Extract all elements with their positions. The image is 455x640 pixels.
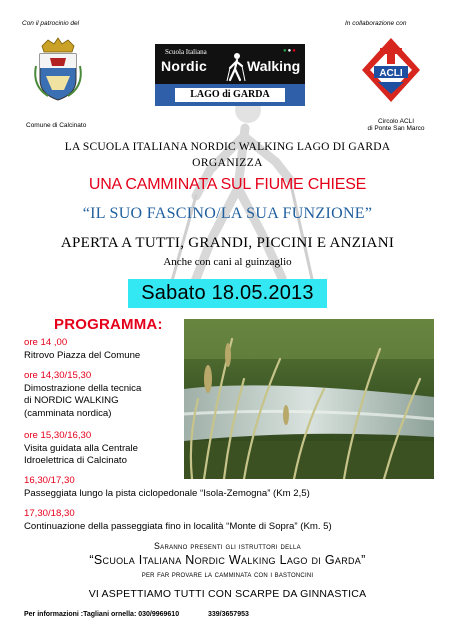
- collaboration-label: In collaborazione con: [345, 20, 407, 27]
- program-time: ore 14 ,00: [24, 337, 68, 348]
- program-title: PROGRAMMA:: [54, 316, 163, 333]
- program-time: ore 14,30/15,30: [24, 370, 92, 381]
- logo-big-left: Nordic: [161, 58, 208, 74]
- program-text: Dimostrazione della tecnica: [24, 382, 142, 394]
- program-text: Visita guidata alla Centrale: [24, 442, 138, 454]
- program-item: [24, 430, 138, 468]
- acli-logo: [360, 36, 422, 104]
- program-text: Idroelettrica di Calcinato: [24, 455, 127, 466]
- comune-crest-icon: [34, 36, 82, 102]
- shoes-line: VI ASPETTIAMO TUTTI CON SCARPE DA GINNASTICA: [88, 588, 367, 600]
- program-text: Continuazione della passeggiata fino in località “Monte di Sopra” (Km. 5): [24, 520, 332, 532]
- program-text: Passeggiata lungo la pista ciclopedonale “Isola-Zemogna” (Km 2,5): [24, 487, 310, 499]
- dogs-allowed-line: Anche con cani al guinzaglio: [163, 256, 292, 268]
- walker-icon: [225, 52, 247, 82]
- program-text: Ritrovo Piazza del Comune: [24, 349, 141, 361]
- program-time: 17,30/18,30: [24, 508, 75, 519]
- tricolor-dots-icon: ●●●: [283, 48, 297, 54]
- contact-info: Per informazioni :Tagliani ornella: 030/9969610: [24, 611, 180, 618]
- program-item: [24, 508, 332, 533]
- event-title: UNA CAMMINATA SUL FIUME CHIESE: [88, 176, 367, 193]
- instructors-line: Saranno presenti gli istruttori della: [154, 541, 301, 551]
- organizer-line: LA SCUOLA ITALIANA NORDIC WALKING LAGO DI GARDA: [64, 141, 391, 153]
- program-item: [24, 475, 310, 500]
- school-name-line: “Scuola Italiana Nordic Walking Lago di Garda”: [89, 553, 366, 567]
- program-text: di NORDIC WALKING: [24, 395, 119, 406]
- logo-big-right: Walking: [247, 58, 301, 74]
- open-to-line: APERTA A TUTTI, GRANDI, PICCINI E ANZIANI: [60, 235, 395, 251]
- patronage-label: Con il patrocinio del: [22, 20, 80, 27]
- acli-label-line-2: di Ponte San Marco: [367, 125, 425, 132]
- nordic-walking-logo: [155, 44, 305, 106]
- organizes-line: ORGANIZZA: [192, 157, 263, 169]
- program-time: ore 15,30/16,30: [24, 430, 92, 441]
- logo-small-text: Scuola Italiana: [165, 48, 207, 56]
- event-subtitle: “IL SUO FASCINO/LA SUA FUNZIONE”: [82, 205, 373, 222]
- river-photo: [184, 319, 434, 479]
- logo-lago-text: LAGO di GARDA: [175, 88, 285, 102]
- event-date: Sabato 18.05.2013: [128, 279, 327, 308]
- contact-mobile: 339/3657953: [208, 611, 249, 618]
- acli-logo-text: ACLI: [379, 68, 403, 79]
- comune-label: Comune di Calcinato: [26, 122, 87, 129]
- program-time: 16,30/17,30: [24, 475, 75, 486]
- acli-label-line-1: Circolo ACLI: [377, 118, 415, 125]
- program-text: (camminata nordica): [24, 407, 112, 419]
- program-item: [24, 337, 140, 362]
- poles-line: per far provare la camminata con i bastoncini: [141, 570, 314, 579]
- acli-label: [360, 118, 432, 132]
- program-item: [24, 370, 141, 420]
